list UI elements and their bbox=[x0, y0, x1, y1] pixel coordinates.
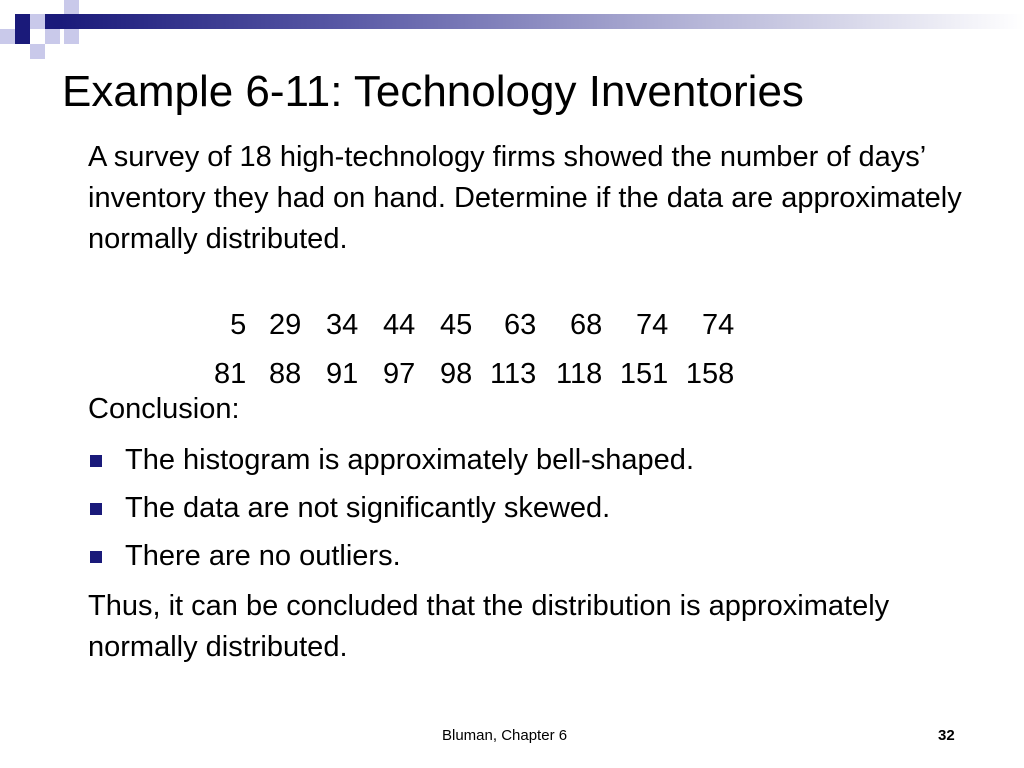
data-value: 113 bbox=[490, 358, 537, 390]
decor-square bbox=[30, 44, 45, 59]
data-value: 74 bbox=[701, 309, 735, 341]
slide-title: Example 6-11: Technology Inventories bbox=[62, 67, 804, 116]
data-value: 5 bbox=[230, 309, 247, 341]
list-item-text: The data are not significantly skewed. bbox=[125, 492, 611, 524]
decor-square bbox=[45, 14, 60, 29]
list-item bbox=[88, 486, 694, 534]
footer-source: Bluman, Chapter 6 bbox=[442, 727, 568, 744]
data-value: 29 bbox=[268, 309, 302, 341]
decor-square bbox=[15, 14, 30, 29]
data-value: 91 bbox=[325, 358, 359, 390]
decor-square bbox=[15, 29, 30, 44]
square-bullet-icon bbox=[90, 551, 102, 563]
data-value: 158 bbox=[685, 358, 735, 390]
data-value: 151 bbox=[619, 358, 669, 390]
conclusion-label: Conclusion: bbox=[88, 393, 240, 425]
data-value: 44 bbox=[382, 309, 416, 341]
page-number: 32 bbox=[938, 727, 955, 744]
closing-text: Thus, it can be concluded that the distribution is approximately normally distributed. bbox=[88, 590, 890, 663]
decor-square bbox=[0, 29, 15, 44]
data-value: 88 bbox=[268, 358, 302, 390]
list-item-text: The histogram is approximately bell-shaped. bbox=[125, 444, 694, 476]
list-item bbox=[88, 534, 694, 582]
data-value: 34 bbox=[325, 309, 359, 341]
list-item bbox=[88, 438, 694, 486]
data-value: 45 bbox=[439, 309, 473, 341]
decor-square bbox=[30, 14, 45, 29]
decor-square bbox=[45, 29, 60, 44]
intro-text: A survey of 18 high-technology firms showed the number of days’ inventory they had on hand. Determine if the data are approximately normally distributed. bbox=[88, 141, 962, 255]
list-item-text: There are no outliers. bbox=[125, 540, 401, 572]
square-bullet-icon bbox=[90, 455, 102, 467]
decor-square bbox=[64, 29, 79, 44]
data-value: 68 bbox=[569, 309, 603, 341]
data-value: 97 bbox=[382, 358, 416, 390]
data-value: 118 bbox=[556, 358, 603, 390]
data-value: 74 bbox=[635, 309, 669, 341]
data-value: 63 bbox=[503, 309, 537, 341]
header-gradient-bar bbox=[60, 14, 1024, 29]
square-bullet-icon bbox=[90, 503, 102, 515]
conclusion-list bbox=[88, 438, 694, 582]
data-value: 98 bbox=[439, 358, 473, 390]
data-value: 81 bbox=[213, 358, 247, 390]
decor-square bbox=[64, 0, 79, 15]
